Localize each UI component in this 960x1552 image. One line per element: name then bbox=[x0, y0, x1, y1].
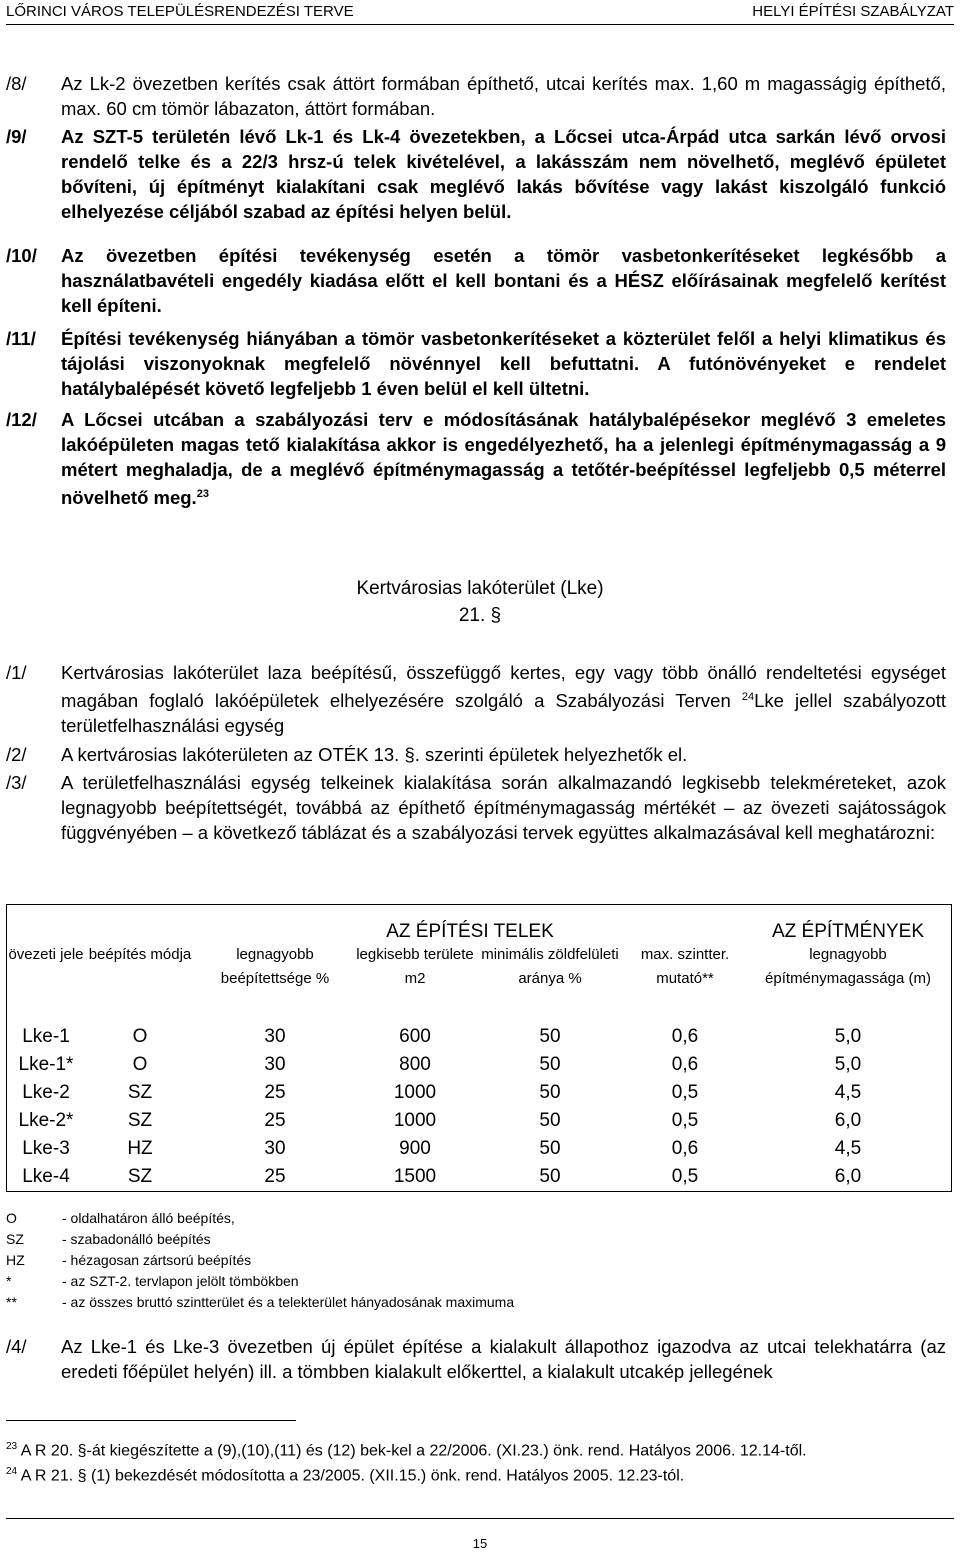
table-cell: Lke-1 bbox=[22, 1026, 70, 1047]
table-cell: 25 bbox=[264, 1110, 286, 1131]
table-cell: 50 bbox=[539, 1138, 561, 1159]
table-cell: 30 bbox=[264, 1054, 286, 1075]
table-cell: 800 bbox=[399, 1054, 431, 1075]
column-header: övezeti jele bbox=[8, 946, 84, 963]
paragraph-text-cont: Lke jellel szabályozott területfelhasználási egység bbox=[61, 690, 946, 737]
page-number: 15 bbox=[472, 1536, 488, 1551]
paragraph-10 bbox=[6, 243, 946, 318]
table-row bbox=[7, 1135, 952, 1163]
legend-item bbox=[6, 1208, 514, 1229]
table-cell: 1000 bbox=[393, 1082, 437, 1103]
table-cell: 50 bbox=[539, 1082, 561, 1103]
paragraph-number: /2/ bbox=[6, 744, 27, 765]
legend-item bbox=[6, 1271, 514, 1292]
table-cell: 1500 bbox=[393, 1166, 437, 1187]
paragraph-number: /1/ bbox=[6, 662, 27, 683]
table-cell: 6,0 bbox=[834, 1166, 862, 1187]
table-row bbox=[7, 1107, 952, 1135]
table-row bbox=[7, 1023, 952, 1051]
legend-key: SZ bbox=[6, 1231, 24, 1247]
footnote-divider bbox=[6, 1420, 296, 1421]
table-cell: 50 bbox=[539, 1110, 561, 1131]
paragraph-text: A kertvárosias lakóterületen az OTÉK 13. §. szerinti épületek helyezhetők el. bbox=[61, 744, 688, 765]
footnote-24 bbox=[6, 1461, 684, 1487]
table-cell: SZ bbox=[127, 1082, 153, 1103]
page-header bbox=[6, 0, 954, 25]
legend-key: O bbox=[6, 1210, 17, 1226]
table-cell: 25 bbox=[264, 1082, 286, 1103]
column-header: max. szintter. mutató** bbox=[640, 946, 730, 987]
table-cell: O bbox=[132, 1054, 148, 1075]
table-cell: 30 bbox=[264, 1138, 286, 1159]
table-cell: 50 bbox=[539, 1026, 561, 1047]
footnote-ref[interactable]: 23 bbox=[196, 488, 209, 500]
legend-value: - szabadonálló beépítés bbox=[62, 1231, 211, 1247]
paragraph-lke-1 bbox=[6, 660, 946, 738]
table-cell: 0,5 bbox=[671, 1110, 699, 1131]
table-cell: Lke-3 bbox=[22, 1138, 70, 1159]
paragraph-text: Az SZT-5 területén lévő Lk-1 és Lk-4 övezetekben, a Lőcsei utca-Árpád utca sarkán lévő orvosi rendelő telke és a 22/3 hrsz-ú telek kivételével, a lakásszám nem növelhető, meglévő épületet bővíteni, új építményt kialakítani csak meglévő lakás bővítése vagy lakást kiszolgáló funkció elhelyezése céljából szabad az építési helyen belül. bbox=[61, 126, 946, 222]
footnote-text: A R 21. § (1) bekezdését módosította a 23/2005. (XII.15.) önk. rend. Hatályos 2005. 12.23-tól. bbox=[20, 1467, 685, 1485]
footnote-number: 23 bbox=[6, 1441, 18, 1452]
table-cell: 5,0 bbox=[834, 1054, 862, 1075]
table-header-row bbox=[7, 943, 952, 1023]
table-cell: SZ bbox=[127, 1166, 153, 1187]
paragraph-8 bbox=[6, 71, 946, 121]
legend-item bbox=[6, 1250, 514, 1271]
footer-divider bbox=[6, 1518, 954, 1519]
paragraph-number: /3/ bbox=[6, 772, 27, 793]
footnote-number: 24 bbox=[6, 1466, 18, 1477]
table-cell: 50 bbox=[539, 1054, 561, 1075]
paragraph-text: A területfelhasználási egység telkeinek kialakítása során alkalmazandó legkisebb telekméreteket, azok legnagyobb beépítettségét, továbbá az építhető építménymagasság mértékét – az övezeti sajátosságok függvényében – a következő táblázat és a szabályozási tervek együttes alkalmazásával kell meghatározni: bbox=[61, 772, 946, 843]
table-cell: Lke-2 bbox=[22, 1082, 70, 1103]
header-subtitle: HELYI ÉPÍTÉSI SZABÁLYZAT bbox=[752, 3, 954, 20]
legend-item bbox=[6, 1229, 514, 1250]
table-cell: 0,6 bbox=[671, 1138, 699, 1159]
table-cell: HZ bbox=[127, 1138, 153, 1159]
table-row bbox=[7, 1051, 952, 1079]
paragraph-text: Építési tevékenység hiányában a tömör vasbetonkerítéseket a közterület felől a helyi klimatikus és tájolási viszonyoknak megfelelő növénnyel kell befuttatni. A futónövényeket e rendelet hatálybalépését követő legfeljebb 1 éven belül el kell ültetni. bbox=[61, 328, 946, 399]
legend-item bbox=[6, 1292, 514, 1313]
paragraph-12 bbox=[6, 407, 946, 510]
zoning-table bbox=[6, 904, 952, 1192]
column-header: legnagyobb építménymagassága (m) bbox=[765, 946, 931, 987]
paragraph-number: /10/ bbox=[6, 245, 37, 266]
column-header: legnagyobb beépítettsége % bbox=[220, 946, 330, 987]
footnote-text: A R 20. §-át kiegészítette a (9),(10),(11) és (12) bek-kel a 22/2006. (XI.23.) önk. rend. Hatályos 2006. 12.14-től. bbox=[20, 1442, 807, 1460]
table-cell: 4,5 bbox=[834, 1082, 862, 1103]
footnote-23 bbox=[6, 1436, 807, 1462]
column-header: legkisebb területe m2 bbox=[356, 946, 474, 987]
paragraph-lke-4 bbox=[6, 1334, 946, 1384]
paragraph-text: A Lőcsei utcában a szabályozási terv e módosításának hatálybalépésekor meglévő 3 emeletes lakóépületen magas tető kialakítása akkor is engedélyezhető, ha a jelenlegi építménymagasság a 9 métert meghaladja, de a meglévő építménymagasság a tetőtér-beépítéssel legfeljebb 0,5 méterrel növelhető meg. bbox=[61, 409, 946, 509]
table-cell: Lke-2* bbox=[18, 1110, 74, 1131]
section-title: Kertvárosias lakóterület (Lke) bbox=[356, 578, 604, 599]
table-body bbox=[7, 1023, 952, 1192]
paragraph-lke-2 bbox=[6, 742, 946, 767]
table-legend bbox=[6, 1208, 514, 1313]
column-header: beépítés módja bbox=[88, 946, 192, 963]
table-cell: 1000 bbox=[393, 1110, 437, 1131]
table-cell: 0,6 bbox=[671, 1026, 699, 1047]
paragraph-text: Az Lk-2 övezetben kerítés csak áttört formában építhető, utcai kerítés max. 1,60 m magasságig építhető, max. 60 cm tömör lábazaton, áttört formában. bbox=[61, 73, 946, 119]
table-cell: 0,5 bbox=[671, 1166, 699, 1187]
table-cell: 4,5 bbox=[834, 1138, 862, 1159]
table-row bbox=[7, 1163, 952, 1192]
table-cell: 5,0 bbox=[834, 1026, 862, 1047]
table-cell: 0,6 bbox=[671, 1054, 699, 1075]
table-cell: 50 bbox=[539, 1166, 561, 1187]
table-cell: Lke-4 bbox=[22, 1166, 70, 1187]
header-title: LŐRINCI VÁROS TELEPÜLÉSRENDEZÉSI TERVE bbox=[6, 3, 354, 20]
table-group-header: AZ ÉPÍTMÉNYEK bbox=[771, 921, 925, 942]
section-number: 21. § bbox=[458, 605, 502, 626]
legend-value: - az összes bruttó szintterület és a telekterület hányadosának maximuma bbox=[62, 1294, 515, 1310]
paragraph-11 bbox=[6, 326, 946, 401]
table-row bbox=[7, 1079, 952, 1107]
footnote-ref[interactable]: 24 bbox=[741, 691, 755, 703]
paragraph-9 bbox=[6, 124, 946, 224]
legend-key: HZ bbox=[6, 1252, 25, 1268]
table-cell: 30 bbox=[264, 1026, 286, 1047]
paragraph-text: Az Lke-1 és Lke-3 övezetben új épület építése a kialakult állapothoz igazodva az utcai telekhatárra (az eredeti főépület helyén) ill. a tömbben kialakult előkerttel, a kialakult utcakép jellegének bbox=[61, 1336, 946, 1382]
legend-value: - oldalhatáron álló beépítés, bbox=[62, 1210, 235, 1226]
paragraph-number: /9/ bbox=[6, 126, 27, 147]
table-cell: 6,0 bbox=[834, 1110, 862, 1131]
table-cell: 900 bbox=[399, 1138, 431, 1159]
paragraph-number: /11/ bbox=[6, 328, 36, 349]
table-cell: 600 bbox=[399, 1026, 431, 1047]
table-cell: Lke-1* bbox=[18, 1054, 74, 1075]
table-cell: 25 bbox=[264, 1166, 286, 1187]
paragraph-text: Az övezetben építési tevékenység esetén a tömör vasbetonkerítéseket legkésőbb a használatbavételi engedély kiadása előtt el kell bontani és a HÉSZ előírásainak megfelelő kerítést kell építeni. bbox=[61, 245, 946, 316]
legend-key: ** bbox=[6, 1294, 17, 1310]
legend-value: - hézagosan zártsorú beépítés bbox=[62, 1252, 252, 1268]
column-header: minimális zöldfelületi aránya % bbox=[481, 946, 619, 987]
legend-value: - az SZT-2. tervlapon jelölt tömbökben bbox=[62, 1273, 299, 1289]
table-group-header: AZ ÉPÍTÉSI TELEK bbox=[386, 921, 554, 942]
paragraph-number: /8/ bbox=[6, 73, 27, 94]
paragraph-number: /12/ bbox=[6, 409, 37, 430]
legend-key: * bbox=[6, 1273, 12, 1289]
paragraph-text: Kertvárosias lakóterület laza beépítésű, összefüggő kertes, egy vagy több önálló rendeltetési egységet magában foglaló lakóépületek elhelyezésére szolgáló a Szabályozási Terven bbox=[61, 662, 946, 712]
table-cell: SZ bbox=[127, 1110, 153, 1131]
table-cell: 0,5 bbox=[671, 1082, 699, 1103]
paragraph-lke-3 bbox=[6, 770, 946, 845]
paragraph-number: /4/ bbox=[6, 1336, 27, 1357]
table-cell: O bbox=[132, 1026, 148, 1047]
